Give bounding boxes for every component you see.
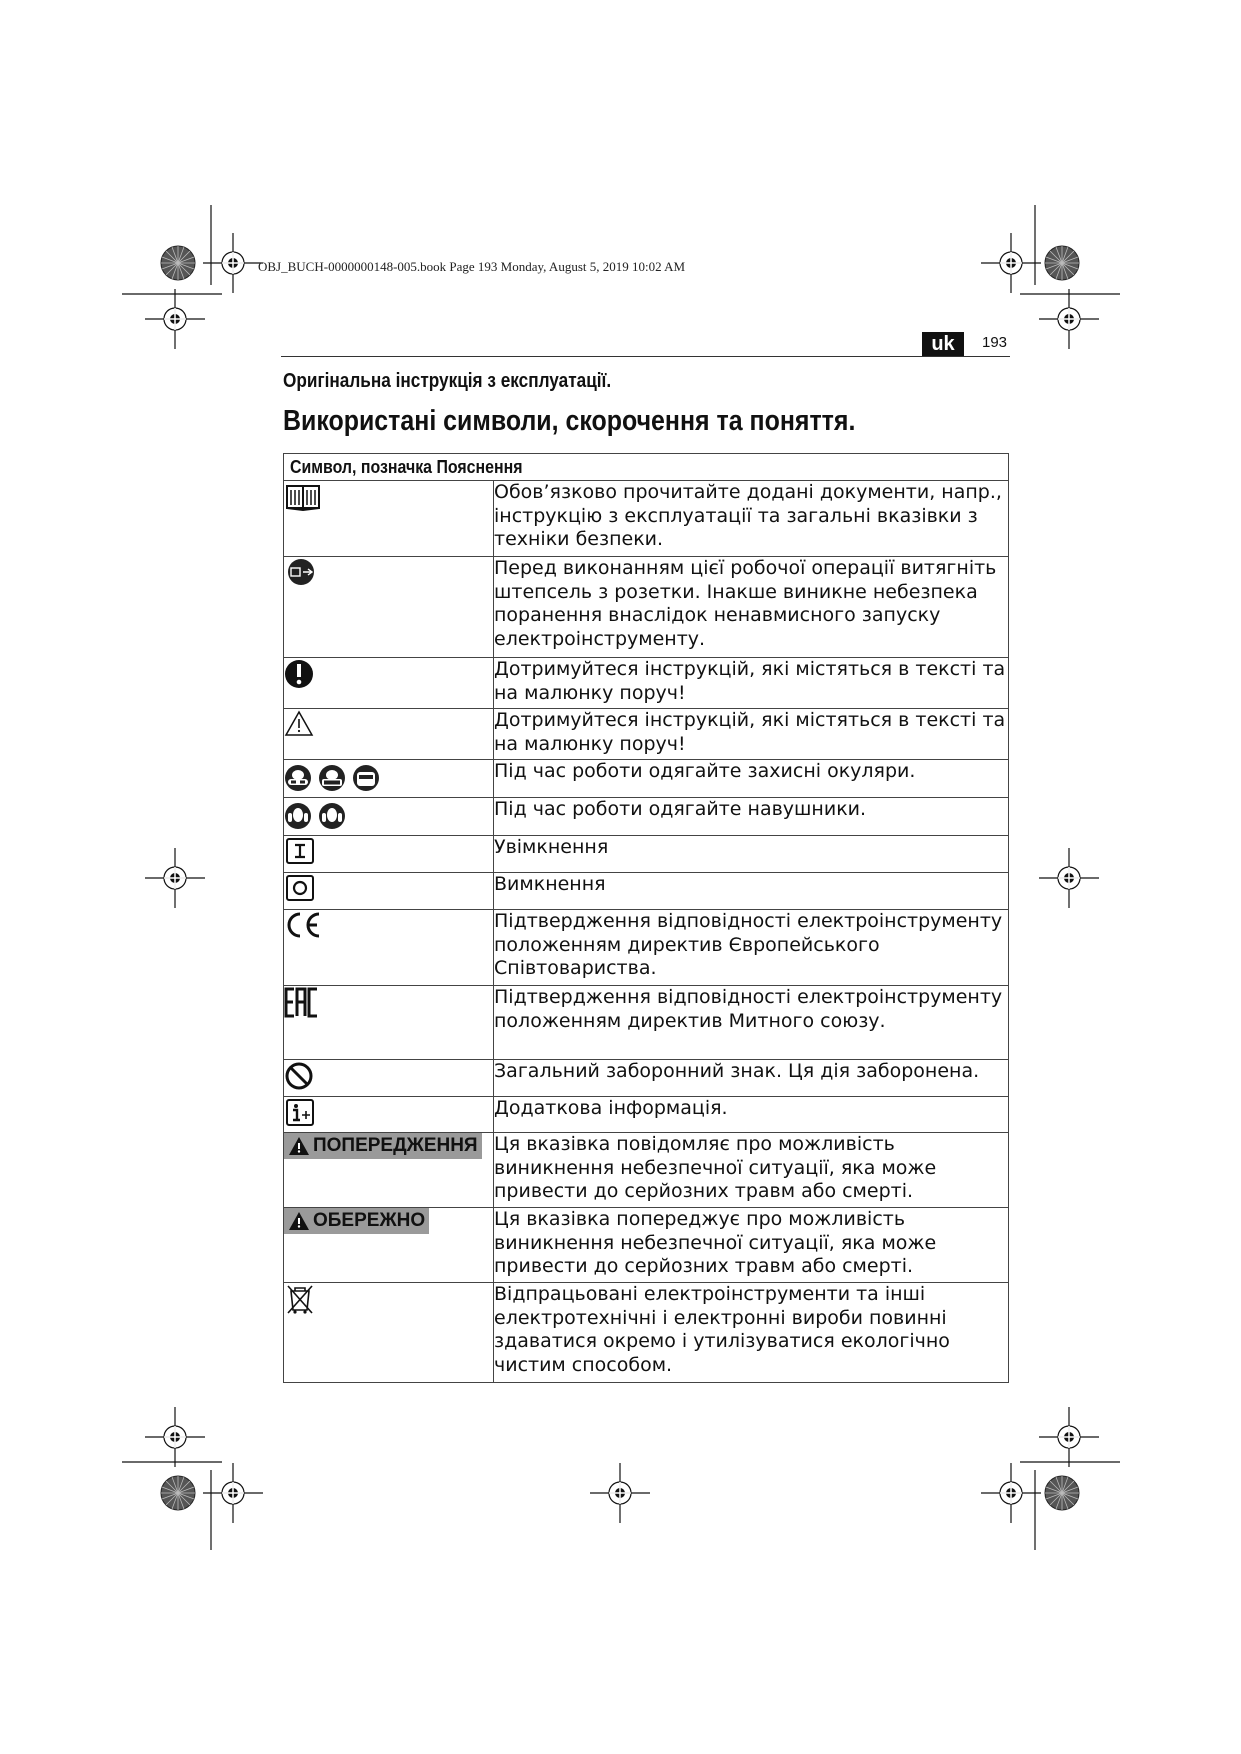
file-slug: OBJ_BUCH-0000000148-005.book Page 193 Monday, August 5, 2019 10:02 AM bbox=[258, 259, 686, 274]
page-number: 193 bbox=[982, 334, 1008, 351]
row-text: Підтвердження відповідності електроінструменту положенням директив Європейського Співтовариства. bbox=[494, 910, 1009, 986]
row-text: Вимкнення bbox=[494, 873, 1009, 910]
table-row bbox=[284, 1133, 1009, 1208]
caution-badge-label: ОБЕРЕЖНО bbox=[313, 1210, 426, 1231]
row-text: Ця вказівка повідомляє про можливість виникнення небезпечної ситуації, яка може привести до серйозних травм або смерті. bbox=[494, 1133, 1009, 1208]
row-text: Дотримуйтеся інструкцій, які містяться в тексті та на малюнку поруч! bbox=[494, 658, 1009, 709]
table-header-row bbox=[284, 454, 1009, 481]
row-text: Ця вказівка попереджує про можливість виникнення небезпечної ситуації, яка може привести до серйозних травм або смерті. bbox=[494, 1208, 1009, 1283]
row-text: Дотримуйтеся інструкцій, які містяться в тексті та на малюнку поруч! bbox=[494, 709, 1009, 760]
exclamation-circle-icon bbox=[284, 658, 324, 692]
row-text: Додаткова інформація. bbox=[494, 1097, 1009, 1133]
row-text: Під час роботи одягайте навушники. bbox=[494, 798, 1009, 836]
table-row bbox=[284, 798, 1009, 836]
table-row bbox=[284, 760, 1009, 798]
table-row bbox=[284, 1060, 1009, 1097]
table-row bbox=[284, 910, 1009, 986]
table-row bbox=[284, 873, 1009, 910]
caution-badge bbox=[284, 1208, 429, 1234]
warning-badge-label: ПОПЕРЕДЖЕННЯ bbox=[313, 1135, 478, 1156]
warning-badge bbox=[284, 1133, 482, 1159]
read-manual-icon bbox=[284, 481, 324, 515]
row-text: Обов’язково прочитайте додані документи, напр., інструкцію з експлуатації та загальні вказівки з техніки безпеки. bbox=[494, 481, 1009, 557]
col-symbol-header: Символ, позначка bbox=[290, 456, 433, 477]
unplug-icon bbox=[284, 557, 324, 591]
row-text: Увімкнення bbox=[494, 836, 1009, 873]
language-badge: uk bbox=[922, 332, 964, 356]
prohibition-icon bbox=[284, 1060, 324, 1094]
row-text: Підтвердження відповідності електроінструменту положенням директив Митного союзу. bbox=[494, 986, 1009, 1060]
warning-triangle-icon bbox=[284, 709, 324, 743]
ce-mark-icon bbox=[284, 910, 324, 944]
warning-triangle-icon bbox=[288, 1211, 310, 1231]
table-row bbox=[284, 658, 1009, 709]
header-rule bbox=[281, 356, 1010, 357]
table-row bbox=[284, 986, 1009, 1060]
safety-glasses-icons bbox=[284, 763, 384, 793]
col-explanation-header: Пояснення bbox=[436, 456, 523, 477]
table-row bbox=[284, 481, 1009, 557]
table-row bbox=[284, 1097, 1009, 1133]
symbols-table bbox=[283, 453, 1009, 1383]
row-text: Під час роботи одягайте захисні окуляри. bbox=[494, 760, 1009, 798]
table-row bbox=[284, 1283, 1009, 1383]
table-header bbox=[284, 454, 1009, 481]
eac-mark-icon bbox=[284, 986, 324, 1020]
row-text: Загальний заборонний знак. Ця дія заборонена. bbox=[494, 1060, 1009, 1097]
warning-triangle-icon bbox=[288, 1136, 310, 1156]
info-icon bbox=[284, 1097, 324, 1131]
weee-bin-icon bbox=[284, 1283, 324, 1317]
document-subtitle: Оригінальна інструкція з експлуатації. bbox=[283, 370, 612, 392]
row-text: Перед виконанням цієї робочої операції витягніть штепсель з розетки. Інакше виникне небезпека поранення внаслідок ненавмисного запуску електроінструменту. bbox=[494, 557, 1009, 658]
ear-protection-icons bbox=[284, 801, 354, 831]
table-row bbox=[284, 709, 1009, 760]
power-on-icon bbox=[284, 836, 324, 870]
row-text: Відпрацьовані електроінструменти та інші електротехнічні і електронні вироби повинні здаватися окремо і утилізуватися екологічно чистим способом. bbox=[494, 1283, 1009, 1383]
table-row bbox=[284, 836, 1009, 873]
page-title: Використані символи, скорочення та поняття. bbox=[283, 405, 856, 437]
table-row bbox=[284, 1208, 1009, 1283]
table-row bbox=[284, 557, 1009, 658]
power-off-icon bbox=[284, 873, 324, 907]
